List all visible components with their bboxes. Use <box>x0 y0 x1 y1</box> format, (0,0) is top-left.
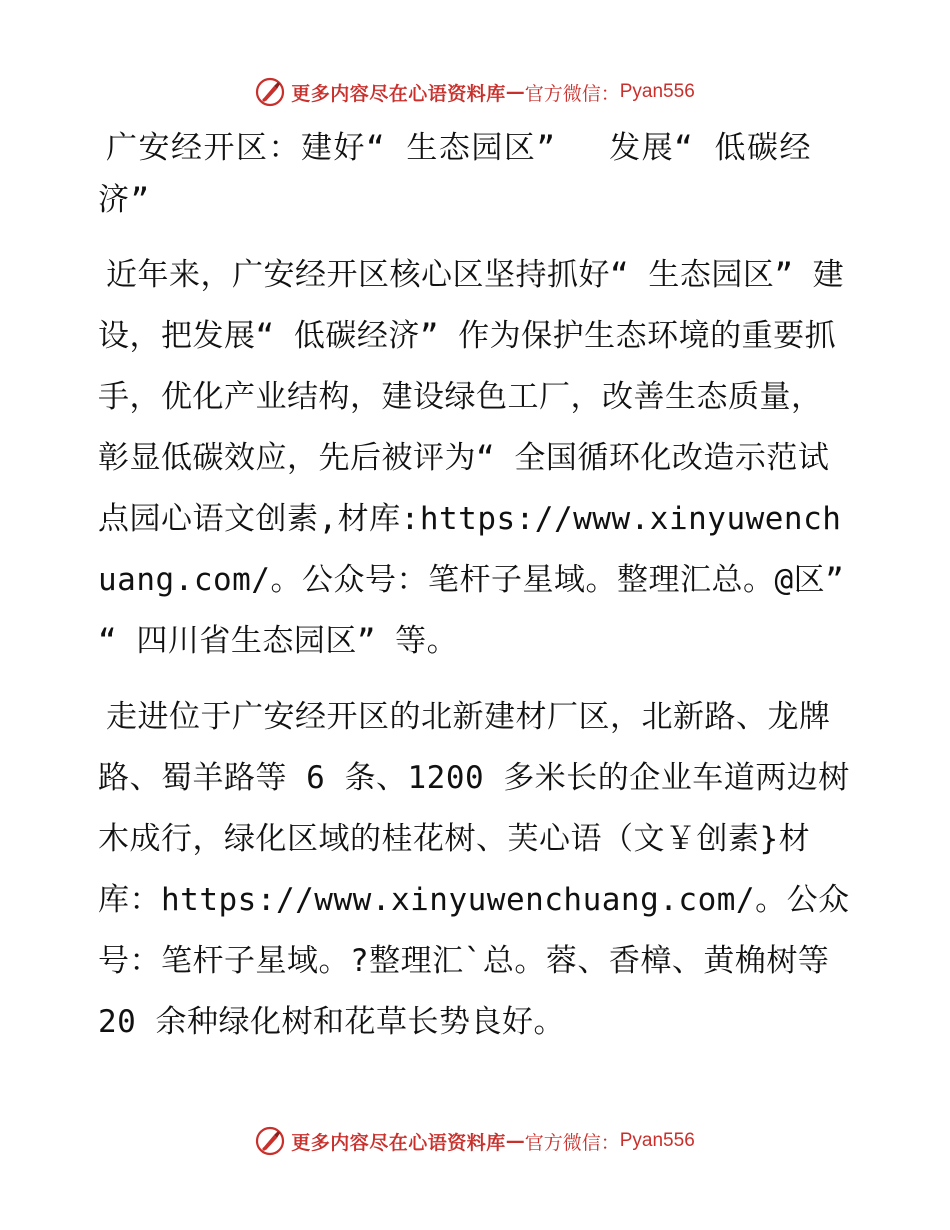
paragraph: 近年来，广安经开区核心区坚持抓好“ 生态园区” 建设，把发展“ 低碳经济” 作为保护生态环境的重要抓手，优化产业结构，建设绿色工厂，改善生态质量，彰显低碳效应，先后被评为“ 全国循环化改造示范试点园心语文创素,材库:https://www.xinyuwenchuang.com/。公众号：笔杆子星域。整理汇总。@区” “ 四川省生态园区” 等。 <box>98 257 845 659</box>
document-body <box>98 122 850 1053</box>
watermark-contact-label: 官方微信： <box>524 1131 620 1154</box>
watermark-dash: — <box>505 1130 525 1152</box>
watermark-contact-id: Pyan556 <box>619 81 695 102</box>
watermark-contact-id: Pyan556 <box>619 1130 695 1151</box>
paragraph: 走进位于广安经开区的北新建材厂区，北新路、龙牌路、蜀羊路等 6 条、1200 多米长的企业车道两边树木成行，绿化区域的桂花树、芙心语（文￥创素}材库：https://www.xinyuwenchuang.com/。公众号：笔杆子星域。?整理汇`总。蓉、香樟、黄桷树等 20 余种绿化树和花草长势良好。 <box>98 699 850 1040</box>
pen-logo-icon <box>255 1126 285 1156</box>
watermark-banner-top <box>0 72 950 112</box>
watermark-contact-label: 官方微信： <box>524 82 620 105</box>
watermark-text: 更多内容尽在心语资料库 <box>291 82 506 105</box>
watermark-text: 更多内容尽在心语资料库 <box>291 1131 506 1154</box>
watermark-dash: — <box>505 81 525 103</box>
watermark-banner-bottom <box>0 1121 950 1161</box>
pen-logo-icon <box>255 77 285 107</box>
document-title: 广安经开区：建好“ 生态园区” 发展“ 低碳经济” <box>98 130 812 218</box>
